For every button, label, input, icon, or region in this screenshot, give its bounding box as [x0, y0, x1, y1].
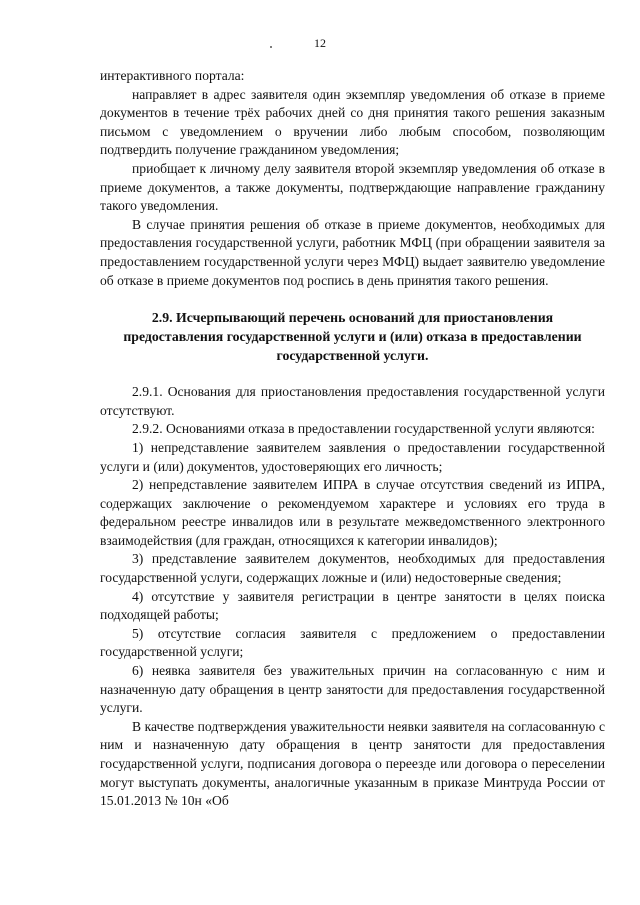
ground-item-4: 4) отсутствие у заявителя регистрации в центре занятости в целях поиска подходящей работы;: [100, 588, 605, 623]
document-body: [100, 67, 605, 811]
paragraph-mfc-refusal: В случае принятия решения об отказе в приеме документов, необходимых для предоставления государственной услуги, работник МФЦ (при обращении заявителя за предоставлением государственной услуги через МФЦ) выдает заявителю уведомление об отказе в приеме документов под роспись в день принятия такого решения.: [100, 216, 605, 288]
ground-item-6: 6) неявка заявителя без уважительных причин на согласованную с ним и назначенную дату обращения в центр занятости для предоставления государственной услуги.: [100, 663, 605, 716]
page-number: 12: [314, 36, 326, 50]
clause-2-9-2: 2.9.2. Основаниями отказа в предоставлении государственной услуги являются:: [132, 421, 595, 437]
paragraph-attach-copy: приобщает к личному делу заявителя второй экземпляр уведомления об отказе в приеме документов, а также документы, подтверждающие направление гражданину такого уведомления.: [100, 160, 605, 214]
ground-item-1: 1) непредставление заявителем заявления о предоставлении государственной услуги и (или) документов, удостоверяющих его личность;: [100, 439, 605, 474]
clause-2-9-1: 2.9.1. Основания для приостановления предоставления государственной услуги отсутствуют.: [100, 384, 605, 418]
paragraph-justification: В качестве подтверждения уважительности неявки заявителя на согласованную с ним и назначенную дату обращения в центр занятости для предоставления государственной услуги, подписания договора о переезде или договора о переселении могут выступать документы, аналогичные указанным в приказе Минтруда России от 15.01.2013 № 10н «Об: [100, 718, 605, 809]
ground-item-2: 2) непредставление заявителем ИПРА в случае отсутствия сведений из ИПРА, содержащих заключение о рекомендуемом характере и условиях его труда в федеральном реестре инвалидов или в результате межведомственного электронного взаимодействия (для граждан, относящихся к категории инвалидов);: [100, 477, 605, 548]
paragraph-continuation: интерактивного портала:: [100, 68, 245, 83]
scan-mark: [270, 46, 272, 48]
paragraph-send-notice: направляет в адрес заявителя один экземпляр уведомления об отказе в приеме документов в течение трёх рабочих дней со дня принятия такого решения заказным письмом с уведомлением о вручении либо любым способом, позволяющим подтвердить получение гражданином уведомления;: [100, 86, 605, 158]
ground-item-3: 3) представление заявителем документов, необходимых для предоставления государственной услуги, содержащих ложные и (или) недостоверные сведения;: [100, 551, 605, 586]
ground-item-5: 5) отсутствие согласия заявителя с предложением о предоставлении государственной услуги;: [100, 625, 605, 660]
section-heading: 2.9. Исчерпывающий перечень оснований для приостановления предоставления государственной услуги и (или) отказа в предоставлении государственной услуги.: [123, 310, 582, 364]
